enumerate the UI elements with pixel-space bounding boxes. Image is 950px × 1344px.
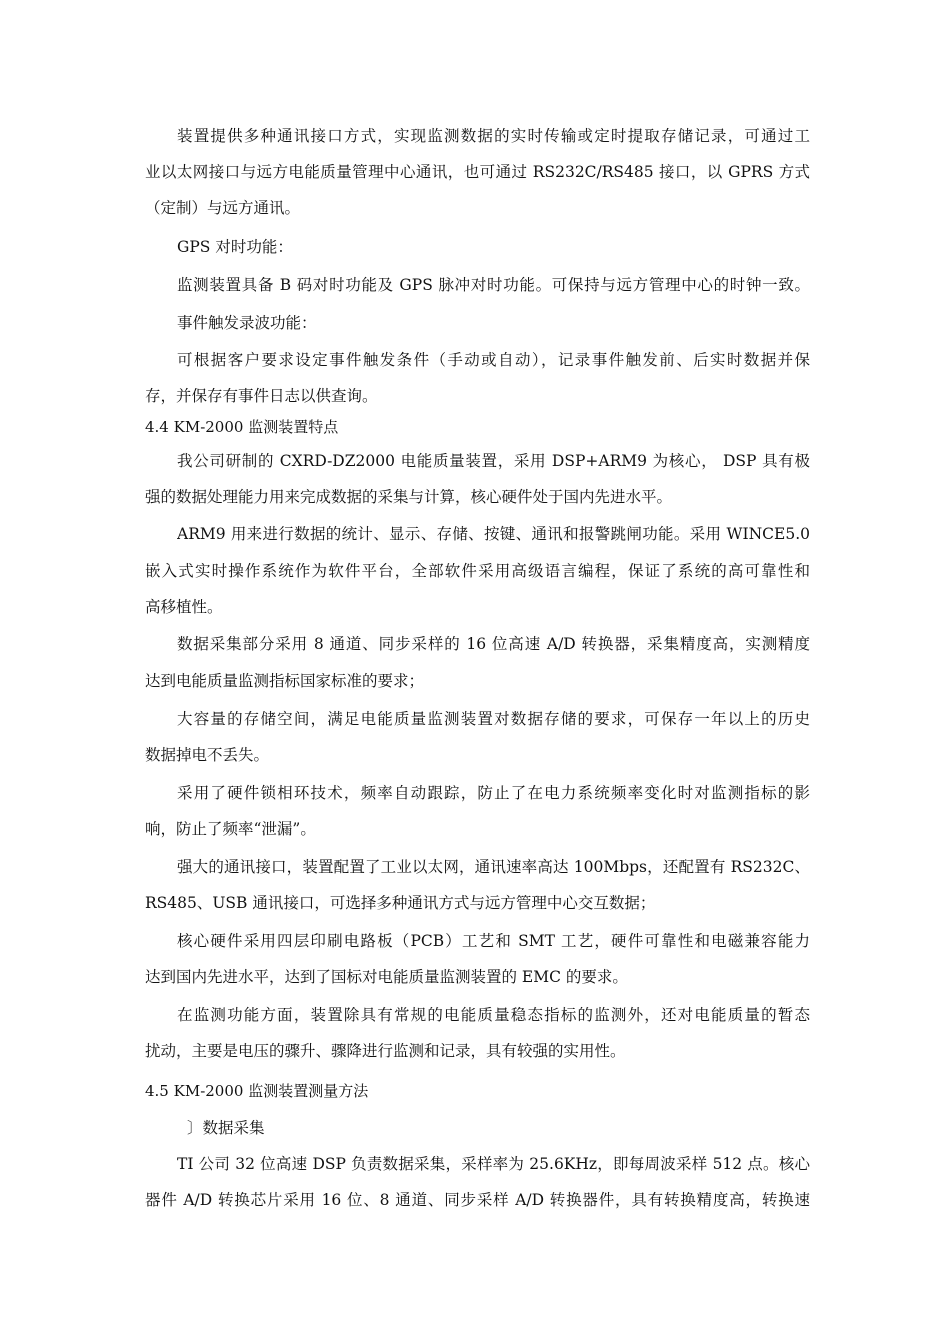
paragraph-line: 可根据客户要求设定事件触发条件（手动或自动），记录事件触发前、后实时数据并保 [177,351,810,369]
paragraph-line: 数据掉电不丢失。 [145,746,270,764]
paragraph-line: （定制）与远方通讯。 [145,199,301,217]
paragraph-line: TI 公司 32 位高速 DSP 负责数据采集，采样率为 25.6KHz，即每周波采样 512 点。核心 [177,1155,810,1173]
paragraph-line: 响，防止了频率“泄漏”。 [145,820,316,838]
paragraph-line: 装置提供多种通讯接口方式，实现监测数据的实时传输或定时提取存储记录，可通过工 [177,127,810,145]
paragraph-line: 采用了硬件锁相环技术，频率自动跟踪，防止了在电力系统频率变化时对监测指标的影 [177,784,810,802]
paragraph-line: 器件 A/D 转换芯片采用 16 位、8 通道、同步采样 A/D 转换器件，具有转换精度高，转换速 [145,1191,810,1209]
paragraph-line: 在监测功能方面，装置除具有常规的电能质量稳态指标的监测外，还对电能质量的暂态 [177,1006,810,1024]
paragraph-line: 强大的通讯接口，装置配置了工业以太网，通讯速率高达 100Mbps，还配置有 RS232C、 [177,858,810,876]
section-heading: 4.4 KM-2000 监测装置特点 [145,418,339,436]
paragraph-line: 数据采集部分采用 8 通道、同步采样的 16 位高速 A/D 转换器，采集精度高，实测精度 [177,635,810,653]
paragraph-line: 高移植性。 [145,598,223,616]
paragraph-line: 监测装置具备 B 码对时功能及 GPS 脉冲对时功能。可保持与远方管理中心的时钟一致。 [177,276,810,294]
paragraph-line: ARM9 用来进行数据的统计、显示、存储、按键、通讯和报警跳闸功能。采用 WINCE5.0 [177,525,810,543]
paragraph-line: 大容量的存储空间，满足电能质量监测装置对数据存储的要求，可保存一年以上的历史 [177,710,810,728]
paragraph-line: 强的数据处理能力用来完成数据的采集与计算，核心硬件处于国内先进水平。 [145,488,673,506]
paragraph-line: 业以太网接口与远方电能质量管理中心通讯，也可通过 RS232C/RS485 接口，以 GPRS 方式 [145,163,810,181]
paragraph-line: 扰动，主要是电压的骤升、骤降进行监测和记录，具有较强的实用性。 [145,1042,626,1060]
paragraph-line: 我公司研制的 CXRD-DZ2000 电能质量装置，采用 DSP+ARM9 为核心， DSP 具有极 [177,452,810,470]
paragraph-line: 达到国内先进水平，达到了国标对电能质量监测装置的 EMC 的要求。 [145,968,628,986]
subsection-heading: 〕数据采集 [187,1119,265,1137]
paragraph-line: 核心硬件采用四层印刷电路板（PCB）工艺和 SMT 工艺，硬件可靠性和电磁兼容能力 [177,932,810,950]
paragraph-line: 存，并保存有事件日志以供查询。 [145,387,378,405]
feature-heading: GPS 对时功能： [177,238,293,256]
paragraph-line: RS485、USB 通讯接口，可选择多种通讯方式与远方管理中心交互数据； [145,894,656,912]
paragraph-line: 嵌入式实时操作系统作为软件平台，全部软件采用高级语言编程，保证了系统的高可靠性和 [145,562,810,580]
paragraph-line: 达到电能质量监测指标国家标准的要求； [145,672,425,690]
section-heading: 4.5 KM-2000 监测装置测量方法 [145,1082,369,1100]
feature-heading: 事件触发录波功能： [177,314,317,332]
